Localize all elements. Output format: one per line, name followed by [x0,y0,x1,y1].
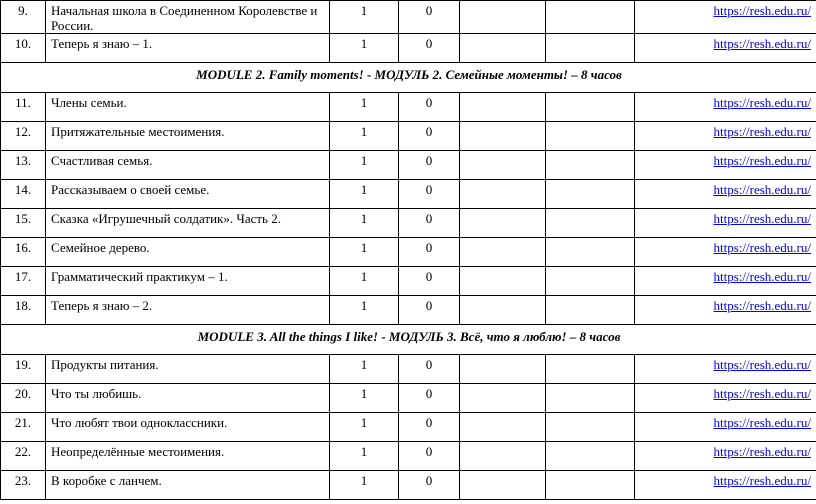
hours-cell: 1 [330,296,399,325]
empty-cell [546,267,635,296]
control-cell: 0 [399,238,460,267]
empty-cell [546,384,635,413]
resh-link[interactable]: https://resh.edu.ru/ [713,124,811,139]
control-cell: 0 [399,209,460,238]
module-header-row [1,63,816,93]
resh-link[interactable]: https://resh.edu.ru/ [713,269,811,284]
empty-cell [460,209,546,238]
lesson-title: Неопределённые местоимения. [46,442,330,471]
empty-cell [460,238,546,267]
empty-cell [546,442,635,471]
resource-cell [635,1,816,34]
control-cell: 0 [399,93,460,122]
lesson-title: Счастливая семья. [46,151,330,180]
control-cell: 0 [399,384,460,413]
table-row [1,355,816,384]
hours-cell: 1 [330,355,399,384]
table-row [1,384,816,413]
resource-cell [635,296,816,325]
empty-cell [460,296,546,325]
empty-cell [460,442,546,471]
hours-cell: 1 [330,471,399,500]
empty-cell [460,180,546,209]
resource-cell [635,34,816,63]
lesson-title: Теперь я знаю – 1. [46,34,330,63]
lesson-title: Что ты любишь. [46,384,330,413]
lesson-number: 9. [1,1,46,34]
lesson-title: Продукты питания. [46,355,330,384]
empty-cell [460,151,546,180]
empty-cell [460,384,546,413]
empty-cell [546,180,635,209]
resh-link[interactable]: https://resh.edu.ru/ [713,3,811,18]
hours-cell: 1 [330,180,399,209]
lesson-title: Рассказываем о своей семье. [46,180,330,209]
empty-cell [460,355,546,384]
resh-link[interactable]: https://resh.edu.ru/ [713,473,811,488]
resource-cell [635,180,816,209]
empty-cell [546,355,635,384]
resource-cell [635,267,816,296]
lesson-number: 18. [1,296,46,325]
resh-link[interactable]: https://resh.edu.ru/ [713,36,811,51]
resh-link[interactable]: https://resh.edu.ru/ [713,182,811,197]
resource-cell [635,238,816,267]
hours-cell: 1 [330,413,399,442]
empty-cell [546,296,635,325]
hours-cell: 1 [330,442,399,471]
hours-cell: 1 [330,1,399,34]
resh-link[interactable]: https://resh.edu.ru/ [713,95,811,110]
resh-link[interactable]: https://resh.edu.ru/ [713,357,811,372]
empty-cell [460,1,546,34]
table-row [1,151,816,180]
control-cell: 0 [399,442,460,471]
hours-cell: 1 [330,267,399,296]
resh-link[interactable]: https://resh.edu.ru/ [713,444,811,459]
table-row [1,413,816,442]
hours-cell: 1 [330,384,399,413]
resh-link[interactable]: https://resh.edu.ru/ [713,240,811,255]
resh-link[interactable]: https://resh.edu.ru/ [713,298,811,313]
lesson-number: 21. [1,413,46,442]
empty-cell [546,151,635,180]
lesson-number: 14. [1,180,46,209]
lesson-title: Сказка «Игрушечный солдатик». Часть 2. [46,209,330,238]
control-cell: 0 [399,1,460,34]
resource-cell [635,151,816,180]
table-row [1,93,816,122]
resource-cell [635,442,816,471]
resh-link[interactable]: https://resh.edu.ru/ [713,415,811,430]
table-row [1,180,816,209]
lesson-title: Что любят твои одноклассники. [46,413,330,442]
table-row [1,1,816,34]
table-row [1,267,816,296]
table-row [1,122,816,151]
lesson-title: Начальная школа в Соединенном Королевстве и России. [46,1,330,34]
empty-cell [546,471,635,500]
empty-cell [546,413,635,442]
lesson-number: 22. [1,442,46,471]
lesson-title: В коробке с ланчем. [46,471,330,500]
lesson-number: 10. [1,34,46,63]
lesson-number: 20. [1,384,46,413]
control-cell: 0 [399,34,460,63]
hours-cell: 1 [330,151,399,180]
module-title: MODULE 2. Family moments! - МОДУЛЬ 2. Семейные моменты! – 8 часов [1,63,816,93]
empty-cell [546,1,635,34]
empty-cell [546,34,635,63]
table-row [1,238,816,267]
table-row [1,471,816,500]
module-title: MODULE 3. All the things I like! - МОДУЛЬ 3. Всё, что я люблю! – 8 часов [1,325,816,355]
hours-cell: 1 [330,122,399,151]
lesson-number: 16. [1,238,46,267]
empty-cell [460,93,546,122]
lesson-number: 17. [1,267,46,296]
control-cell: 0 [399,267,460,296]
empty-cell [546,209,635,238]
lesson-number: 15. [1,209,46,238]
empty-cell [460,471,546,500]
lesson-number: 12. [1,122,46,151]
empty-cell [460,413,546,442]
hours-cell: 1 [330,93,399,122]
hours-cell: 1 [330,34,399,63]
resource-cell [635,355,816,384]
empty-cell [546,93,635,122]
empty-cell [546,238,635,267]
resource-cell [635,471,816,500]
empty-cell [460,122,546,151]
control-cell: 0 [399,413,460,442]
lesson-title: Теперь я знаю – 2. [46,296,330,325]
lesson-number: 13. [1,151,46,180]
resource-cell [635,122,816,151]
control-cell: 0 [399,471,460,500]
lesson-title: Притяжательные местоимения. [46,122,330,151]
empty-cell [460,267,546,296]
lesson-number: 19. [1,355,46,384]
resource-cell [635,384,816,413]
empty-cell [460,34,546,63]
table-row [1,442,816,471]
resource-cell [635,209,816,238]
lesson-title: Члены семьи. [46,93,330,122]
lesson-number: 23. [1,471,46,500]
control-cell: 0 [399,296,460,325]
hours-cell: 1 [330,209,399,238]
control-cell: 0 [399,355,460,384]
module-header-row [1,325,816,355]
resource-cell [635,413,816,442]
hours-cell: 1 [330,238,399,267]
resh-link[interactable]: https://resh.edu.ru/ [713,211,811,226]
control-cell: 0 [399,180,460,209]
resh-link[interactable]: https://resh.edu.ru/ [713,153,811,168]
lesson-title: Грамматический практикум – 1. [46,267,330,296]
control-cell: 0 [399,122,460,151]
lesson-title: Семейное дерево. [46,238,330,267]
resh-link[interactable]: https://resh.edu.ru/ [713,386,811,401]
table-row [1,209,816,238]
table-row [1,296,816,325]
table-row [1,34,816,63]
lesson-number: 11. [1,93,46,122]
empty-cell [546,122,635,151]
resource-cell [635,93,816,122]
control-cell: 0 [399,151,460,180]
